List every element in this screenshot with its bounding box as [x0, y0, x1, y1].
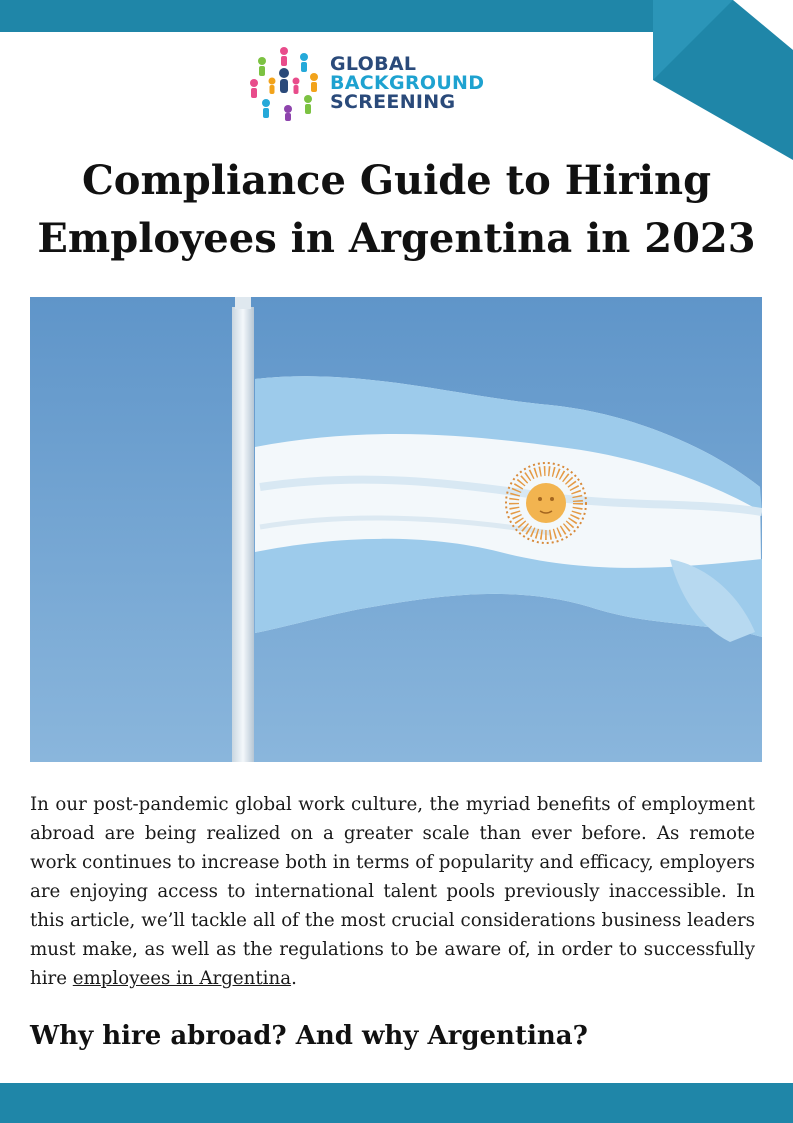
title-line-1: Compliance Guide to Hiring — [81, 157, 712, 204]
corner-decoration — [653, 0, 793, 160]
title-line-2: Employees in Argentina in 2023 — [37, 215, 756, 262]
top-accent-bar — [0, 0, 670, 32]
intro-end: . — [291, 968, 297, 989]
hero-image — [30, 297, 762, 762]
brand-line-background: BACKGROUND — [330, 71, 485, 94]
argentina-flag-photo-icon — [30, 297, 762, 762]
brand-line-screening: SCREENING — [330, 90, 456, 113]
brand-line-global: GLOBAL — [330, 52, 417, 75]
page-title — [0, 152, 793, 268]
intro-text: In our post-pandemic global work culture, the myriad benefits of employment abroad are being realized on a greater scale than ever before. As remote work continues to increase both in terms of popularity and efficacy, employers are enjoying access to international talent pools previously inaccessible. In this article, we’ll tackle all of the most crucial considerations business leaders must make, as well as the regulations to be aware of, in order to successfully hire — [30, 794, 755, 989]
section-heading: Why hire abroad? And why Argentina? — [30, 1021, 588, 1051]
people-circle-icon — [244, 43, 324, 123]
brand-logo[interactable] — [244, 42, 484, 124]
employees-in-argentina-link[interactable]: employees in Argentina — [72, 968, 292, 989]
intro-paragraph — [30, 790, 755, 993]
brand-name — [330, 52, 485, 113]
bottom-accent-bar — [0, 1083, 793, 1123]
